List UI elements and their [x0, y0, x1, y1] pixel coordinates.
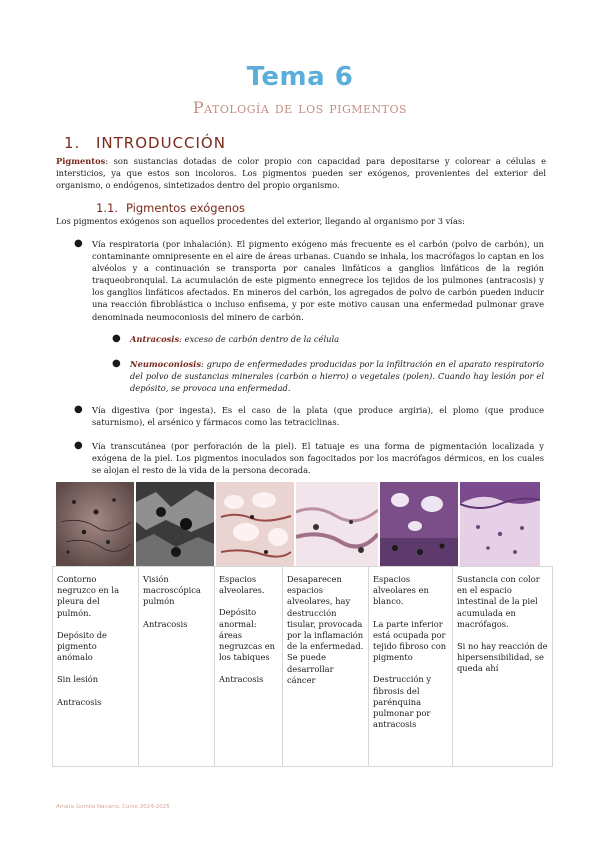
section-title: INTRODUCCIÓN — [96, 134, 226, 152]
caption-line: Visión macroscópica pulmón — [143, 574, 201, 607]
tissue-destruction-photo — [296, 482, 378, 566]
page-subtitle: Patología de los pigmentos — [192, 98, 408, 117]
intro-paragraph — [56, 155, 546, 191]
section-heading-introduccion — [64, 134, 226, 152]
caption-line: Antracosis — [57, 696, 102, 707]
subsection-number: 1.1. — [96, 201, 118, 215]
caption-line: La parte inferior está ocupada por tejido fibroso con pigmento — [373, 618, 447, 663]
bullet-icon: ● — [74, 238, 83, 249]
term-pigmentos: Pigmentos — [56, 156, 106, 166]
photo-strip — [56, 482, 552, 566]
neumoconiosis-text: : grupo de enfermedades producidas por la infiltración en el aparato respiratorio del polvo de sustancias minerales (carbón o hierro) o vegetales (polen). Cuando hay lesión por el depósito, se provoca una enfermedad. — [130, 359, 544, 394]
via-respiratoria: Vía respiratoria (por inhalación). El pigmento exógeno más frecuente es el carbón (polvo de carbón), un contaminante omnipresente en el aire de áreas urbanas. Cuando se inhala, los macrófagos lo captan en los alvéolos y a continuación se transporta por canales linfáticos a ganglios linfáticos de la región traqueobronquial. La acumulación de este pigmento ennegrece los tejidos de los pulmones (antracosis) y los ganglios linfáticos afectados. En mineros del carbón, los agregados de polvo de carbón pueden inducir una reacción fibroblástica o incluso enfisema, y por este motivo causan una enfermedad pulmonar grave denominada neumoconiosis del minero de carbón. — [92, 239, 544, 322]
caption-row — [53, 567, 553, 767]
caption-line: Depósito de pigmento anómalo — [57, 629, 107, 663]
caption-cell — [369, 567, 453, 767]
sub-neumoconiosis — [130, 358, 544, 394]
caption-line: Si no hay reacción de hipersensibilidad, se queda ahí — [457, 641, 548, 674]
bullet-icon: ● — [112, 333, 121, 344]
subsection-title: Pigmentos exógenos — [126, 201, 245, 215]
caption-line: Destrucción y fibrosis del parénquina pulmonar por antracosis — [373, 674, 432, 730]
caption-cell — [215, 567, 283, 767]
caption-cell — [453, 567, 553, 767]
fibrosis-histology-photo — [380, 482, 458, 566]
caption-line: Sustancia con color en el espacio intestinal de la piel acumulada en macrófagos. — [457, 574, 540, 629]
term-antracosis: Antracosis — [130, 334, 180, 344]
subsection-heading-exogenos — [96, 201, 245, 215]
skin-tattoo-histology-photo — [460, 482, 540, 566]
bullet-icon: ● — [112, 358, 121, 369]
caption-line: Espacios alveolares. — [219, 574, 265, 596]
page-footer: Amara Gomila Navarro. Curso 2024-2025 — [56, 804, 170, 810]
bullet-icon: ● — [74, 440, 83, 451]
antracosis-text: : exceso de carbón dentro de la célula — [179, 334, 340, 344]
caption-cell — [283, 567, 369, 767]
sub-antracosis — [130, 333, 544, 345]
caption-line: Espacios alveolares en blanco. — [373, 574, 429, 607]
term-neumoconiosis: Neumoconiosis — [130, 359, 202, 369]
page-title: Tema 6 — [246, 62, 354, 92]
caption-table — [52, 566, 553, 767]
caption-line: Antracosis — [219, 674, 264, 685]
via-digestiva: Vía digestiva (por ingesta). Es el caso de la plata (que produce argiria), el plomo (que produce saturnismo), el arsénico y fármacos como las tetraciclinas. — [92, 405, 544, 428]
lung-pleura-photo — [56, 482, 134, 566]
caption-line: Desaparecen espacios alveolares, hay destrucción tisular, provocada por la inflamación de la enfermedad. Se puede desarrollar cáncer — [287, 574, 364, 685]
caption-cell — [139, 567, 215, 767]
via-transcutanea: Vía transcutánea (por perforación de la piel). El tatuaje es una forma de pigmentación localizada y exógena de la piel. Los pigmentos inoculados son fagocitados por los macrófagos dérmicos, en los cuales se alojan el resto de la vida de la persona decorada. — [92, 441, 544, 476]
caption-line: Depósito anormal: áreas negruzcas en los tabiques — [219, 607, 275, 663]
intro-text: : son sustancias dotadas de color propio con capacidad para depositarse y colorear a células e intersticios, ya que estos son incoloros. Los pigmentos pueden ser exógenos, provenientes del exterior del organismo, o endógenos, sintetizados dentro del propio organismo. — [56, 156, 546, 191]
exogenos-lead: Los pigmentos exógenos son aquellos procedentes del exterior, llegando al organismo por 3 vías: — [56, 216, 465, 226]
caption-line: Sin lesión — [57, 674, 99, 685]
lung-macroscopic-photo — [136, 482, 214, 566]
section-number: 1. — [64, 134, 81, 152]
bullet-icon: ● — [74, 404, 83, 415]
caption-cell — [53, 567, 139, 767]
caption-line: Contorno negruzco en la pleura del pulmón. — [57, 574, 120, 618]
alveolar-histology-photo — [216, 482, 294, 566]
caption-line: Antracosis — [143, 618, 188, 629]
